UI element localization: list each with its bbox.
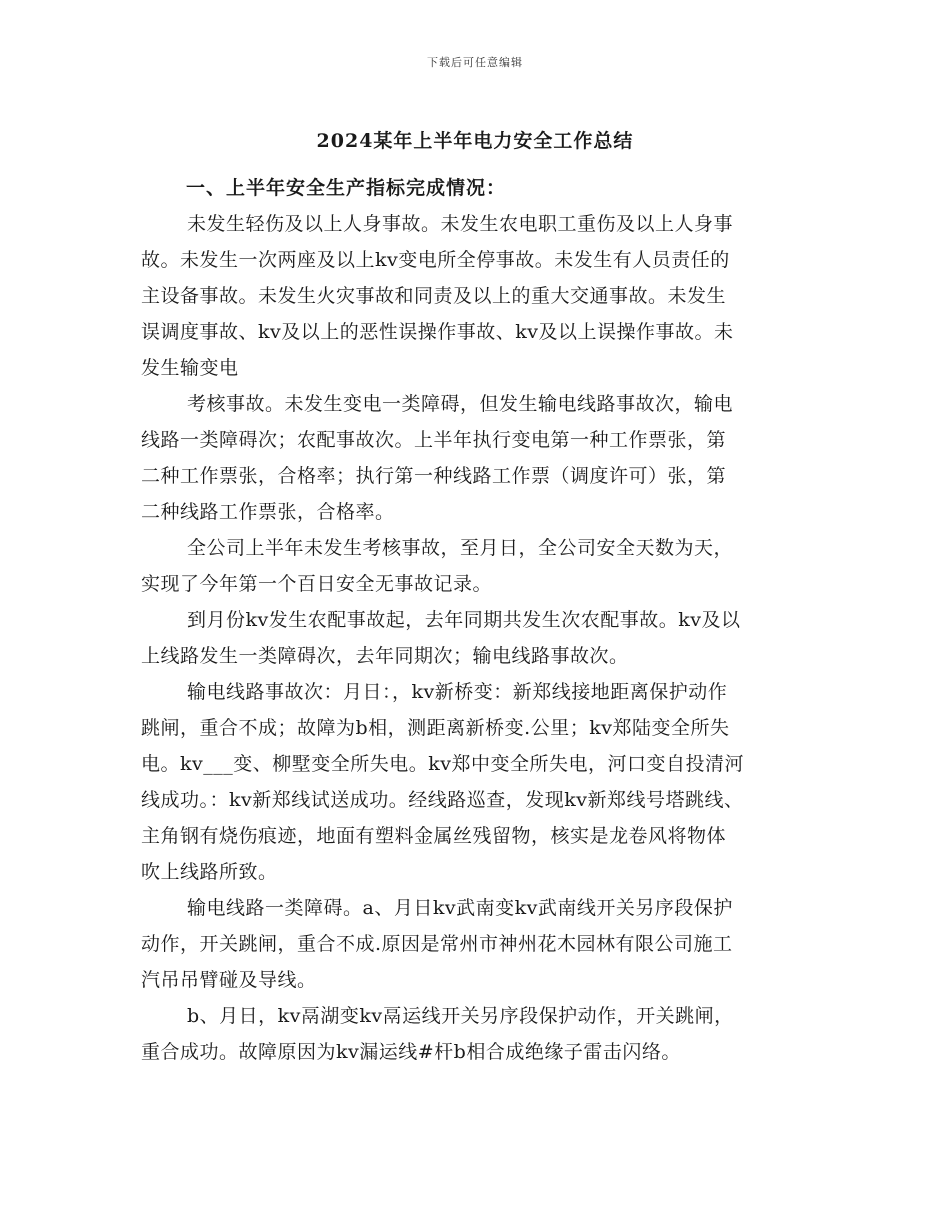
paragraph-line: 上线路发生一类障碍次，去年同期次；输电线路事故次。	[141, 645, 629, 667]
paragraph-line: 故。未发生一次两座及以上kv变电所全停事故。未发生有人员责任的	[141, 249, 730, 271]
paragraph-line: 跳闸，重合不成；故障为b相，测距离新桥变.公里；kv郑陆变全所失	[141, 717, 730, 739]
paragraph-line: 主设备事故。未发生火灾事故和同责及以上的重大交通事故。未发生	[141, 285, 727, 307]
paragraph-line: 吹上线路所致。	[141, 861, 278, 883]
paragraph-line: 主角钢有烧伤痕迹，地面有塑料金属丝残留物，核实是龙卷风将物体	[141, 825, 727, 847]
paragraph-line: 实现了今年第一个百日安全无事故记录。	[141, 573, 493, 595]
page-header-note: 下载后可任意编辑	[427, 56, 523, 69]
paragraph-line: 线路一类障碍次；农配事故次。上半年执行变电第一种工作票张，第	[141, 429, 727, 451]
document-title: 2024某年上半年电力安全工作总结	[316, 130, 634, 152]
paragraph-line: 考核事故。未发生变电一类障碍，但发生输电线路事故次，输电	[187, 393, 734, 415]
paragraph-line: 二种工作票张，合格率；执行第一种线路工作票（调度许可）张，第	[141, 465, 727, 487]
section-heading: 一、上半年安全生产指标完成情况：	[186, 177, 507, 199]
paragraph-assessment	[141, 386, 816, 530]
paragraph-line: 未发生轻伤及以上人身事故。未发生农电职工重伤及以上人身事	[187, 213, 734, 235]
paragraph-injury-summary	[141, 206, 816, 386]
paragraph-line: 重合成功。故障原因为kv漏运线#杆b相合成绝缘子雷击闪络。	[141, 1041, 681, 1063]
paragraph-line: 输电线路一类障碍。a、月日kv武南变kv武南线开关另序段保护	[187, 897, 733, 919]
paragraph-line: 误调度事故、kv及以上的恶性误操作事故、kv及以上误操作事故。未	[141, 321, 734, 343]
paragraph-line: 电。kv___变、柳墅变全所失电。kv郑中变全所失电，河口变自投清河	[141, 753, 744, 775]
paragraph-line: 输电线路事故次：月日：，kv新桥变：新郑线接地距离保护动作	[187, 681, 728, 703]
paragraph-line: 发生输变电	[141, 357, 239, 379]
document-body	[141, 170, 816, 1070]
paragraph-class-one-fault-b	[141, 998, 816, 1070]
paragraph-class-one-fault-a	[141, 890, 816, 998]
paragraph-line: 全公司上半年未发生考核事故，至月日，全公司安全天数为天，	[187, 537, 734, 559]
paragraph-line: 到月份kv发生农配事故起，去年同期共发生次农配事故。kv及以	[187, 609, 741, 631]
paragraph-transmission-accidents	[141, 674, 816, 890]
paragraph-distribution-accidents	[141, 602, 816, 674]
paragraph-line: 动作，开关跳闸，重合不成.原因是常州市神州花木园林有限公司施工	[141, 933, 733, 955]
paragraph-line: b、月日，kv鬲湖变kv鬲运线开关另序段保护动作，开关跳闸，	[187, 1005, 734, 1027]
paragraph-line: 线成功。：kv新郑线试送成功。经线路巡查，发现kv新郑线号塔跳线、	[141, 789, 744, 811]
paragraph-safety-days	[141, 530, 816, 602]
paragraph-line: 二种线路工作票张，合格率。	[141, 501, 395, 523]
paragraph-line: 汽吊吊臂碰及导线。	[141, 969, 317, 991]
